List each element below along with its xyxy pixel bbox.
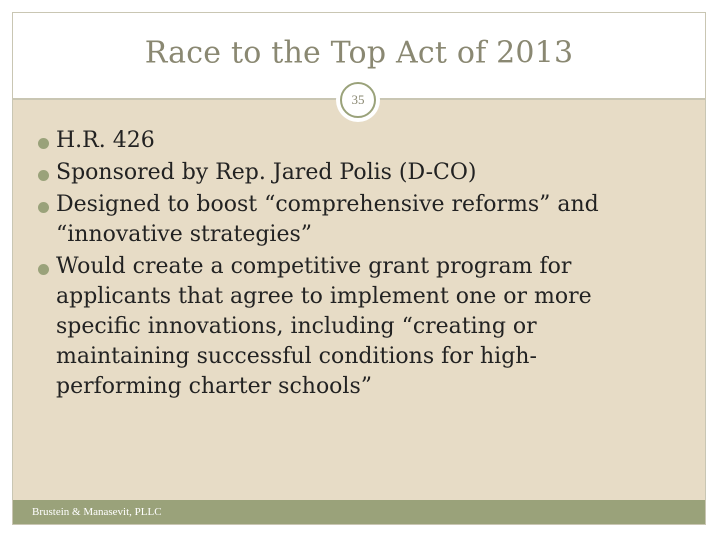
bullet-list bbox=[38, 126, 658, 404]
bullet-item bbox=[38, 126, 658, 156]
bullet-text: Designed to boost “comprehensive reforms” and “innovative strategies” bbox=[56, 192, 599, 247]
slide-title: Race to the Top Act of 2013 bbox=[144, 35, 574, 71]
slide-number: 35 bbox=[340, 82, 376, 118]
bullet-item bbox=[38, 252, 658, 402]
bullet-item bbox=[38, 158, 658, 188]
round-bullet-icon bbox=[38, 138, 49, 149]
bullet-text: Sponsored by Rep. Jared Polis (D-CO) bbox=[56, 160, 477, 185]
round-bullet-icon bbox=[38, 170, 49, 181]
round-bullet-icon bbox=[38, 264, 49, 275]
bullet-text: Would create a competitive grant program for applicants that agree to implement one or more specific innovations, including “creating or maintaining successful conditions for high-performing charter schools” bbox=[56, 254, 592, 399]
footer-text: Brustein & Manasevit, PLLC bbox=[32, 506, 162, 518]
bullet-text: H.R. 426 bbox=[56, 128, 155, 153]
bullet-item bbox=[38, 190, 658, 250]
round-bullet-icon bbox=[38, 202, 49, 213]
